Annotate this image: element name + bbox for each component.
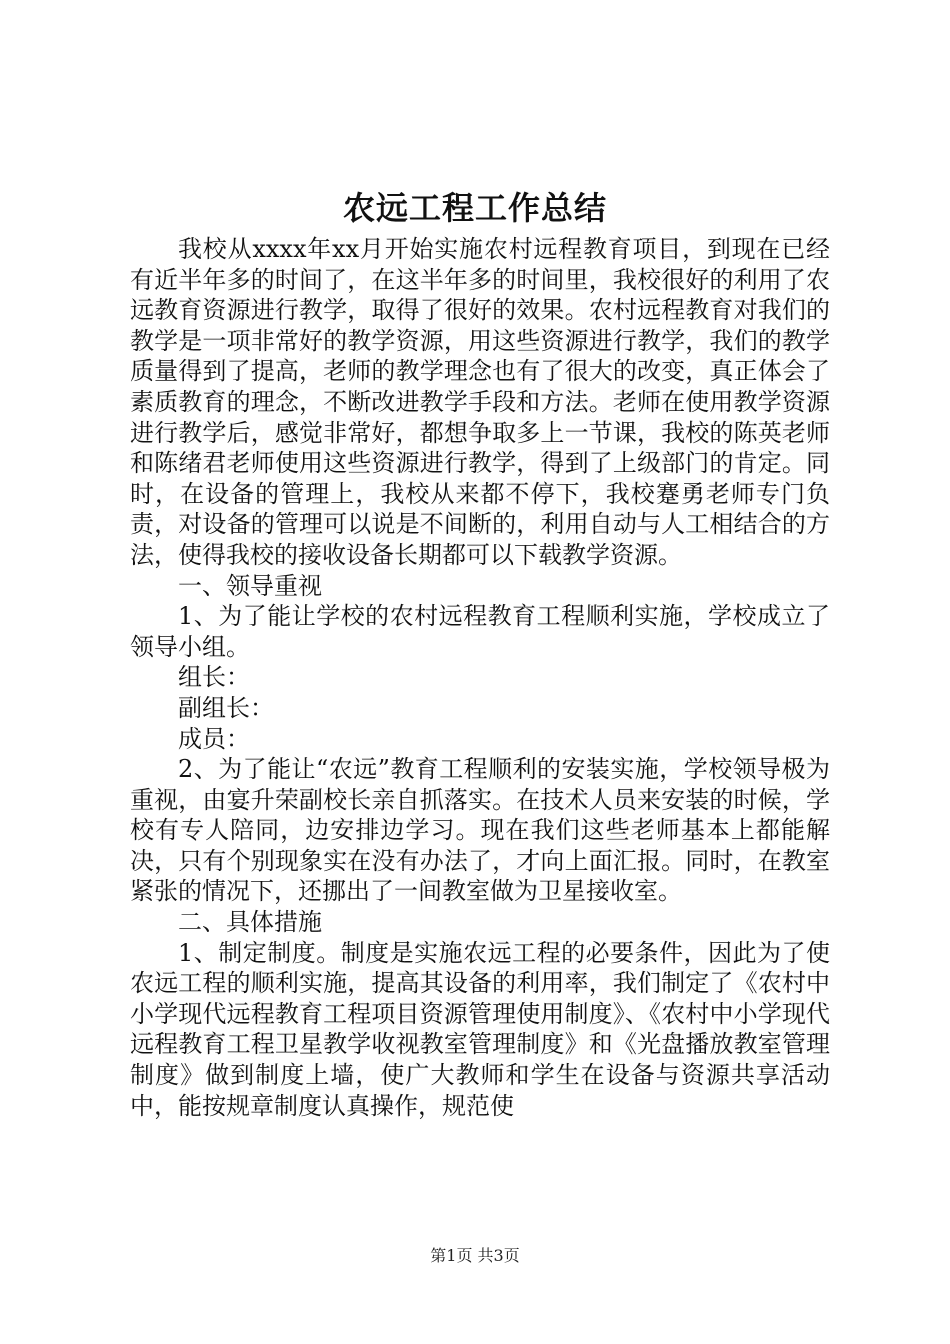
paragraph-regulations: 1、制定制度。制度是实施农远工程的必要条件，因此为了使农远工程的顺利实施，提高其设备的利用率，我们制定了《农村中小学现代远程教育工程项目资源管理使用制度》、《农村中小学现代远程教育工程卫星教学收视教室管理制度》和《光盘播放教室管理制度》做到制度上墙，使广大教师和学生在设备与资源共享活动中，能按规章制度认真操作，规范使 (130, 938, 830, 1120)
section-heading-leadership: 一、领导重视 (178, 571, 322, 600)
document-body (130, 234, 830, 1121)
line-group-leader: 组长： (178, 663, 250, 692)
document-title: 农远工程工作总结 (342, 189, 607, 227)
paragraph-installation: 2、为了能让“农远”教育工程顺利的安装实施，学校领导极为重视，由宴升荣副校长亲自抓落实。在技术人员来安装的时候，学校有专人陪同，边安排边学习。现在我们这些老师基本上都能解决，只有个别现象实在没有办法了，才向上面汇报。同时，在教室紧张的情况下，还挪出了一间教室做为卫星接收室。 (130, 755, 830, 906)
paragraph-intro: 我校从xxxx年xx月开始实施农村远程教育项目，到现在已经有近半年多的时间了，在这半年多的时间里，我校很好的利用了农远教育资源进行教学，取得了很好的效果。农村远程教育对我们的教学是一项非常好的教学资源，用这些资源进行教学，我们的教学质量得到了提高，老师的教学理念也有了很大的改变，真正体会了素质教育的理念，不断改进教学手段和方法。老师在使用教学资源进行教学后，感觉非常好，都想争取多上一节课，我校的陈英老师和陈绪君老师使用这些资源进行教学，得到了上级部门的肯定。同时，在设备的管理上，我校从来都不停下，我校蹇勇老师专门负责，对设备的管理可以说是不间断的，利用自动与人工相结合的方法，使得我校的接收设备长期都可以下载教学资源。 (130, 235, 830, 569)
section-heading-measures: 二、具体措施 (178, 908, 322, 937)
page-footer: 第1页 共3页 (430, 1246, 520, 1265)
paragraph-leadership-group: 1、为了能让学校的农村远程教育工程顺利实施，学校成立了领导小组。 (130, 602, 830, 661)
line-members: 成员： (178, 724, 250, 753)
line-deputy-leader: 副组长： (178, 693, 274, 722)
